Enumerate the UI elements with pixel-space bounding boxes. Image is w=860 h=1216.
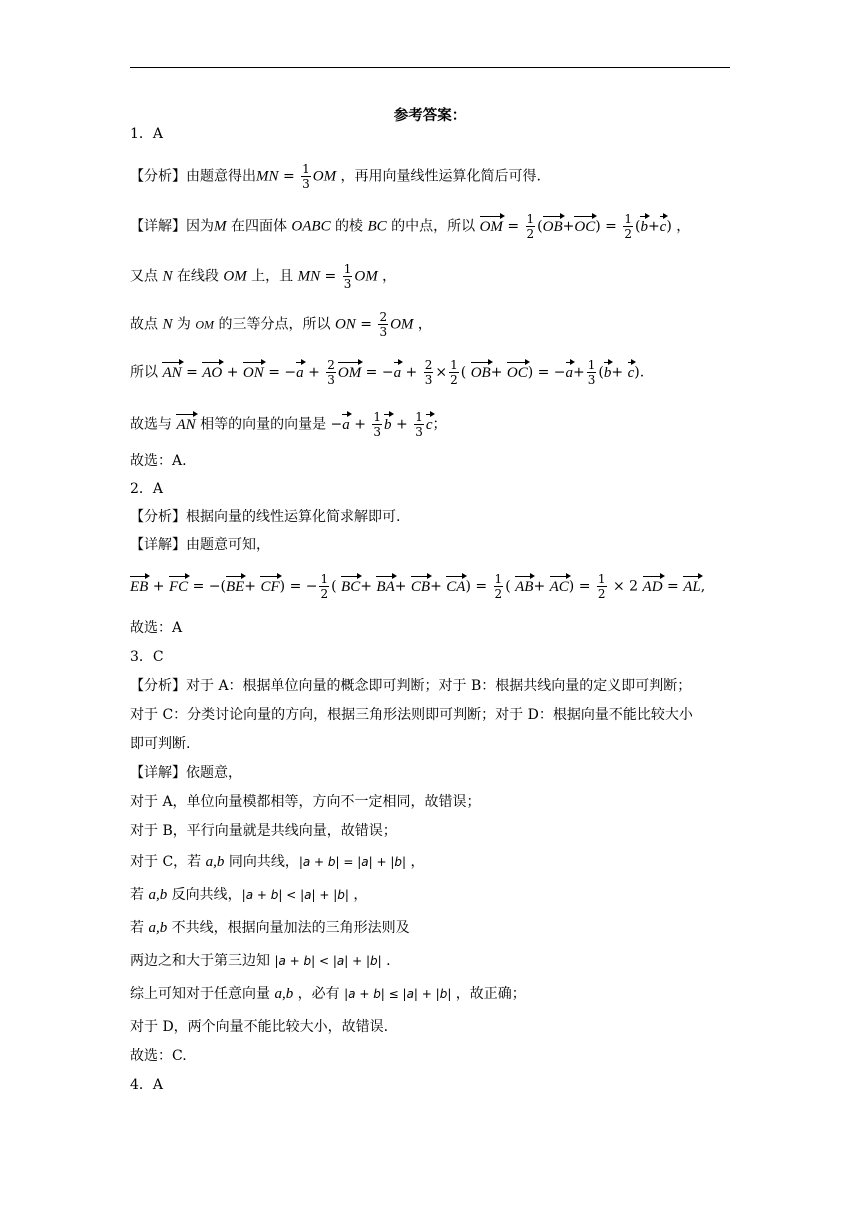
q3-detail-c5: 综上可知对于任意向量 a,b ，必有 |a + b| ≤ |a| + |b| ，故正确； bbox=[130, 986, 526, 1002]
q3-analysis-line-3: 即可判断. bbox=[130, 736, 191, 752]
q1-detail-line-4: 所以 AN = AO + ON = −a + $\frac{2}{3}$ OM = −a + $\frac{2}{3}$ × $\frac{1}{2}$ ( OB+ OC) = −a+ $\frac{1}{3}$ (b+ c). bbox=[130, 358, 645, 387]
q1-number: 1．A bbox=[130, 126, 164, 142]
q3-analysis-line-1: 【分析】对于 A：根据单位向量的概念即可判断；对于 B：根据共线向量的定义即可判断； bbox=[130, 678, 692, 694]
page-title: 参考答案： bbox=[393, 107, 467, 124]
q2-number: 2．A bbox=[130, 481, 164, 497]
q3-number: 3．C bbox=[130, 649, 164, 665]
q3-detail-b: 对于 B，平行向量就是共线向量，故错误； bbox=[130, 823, 397, 839]
q1-detail-line-5: 故选与 AN 相等的向量的向量是 −a + $\frac{1}{3}$ b + $\frac{1}{3}$ c； bbox=[130, 410, 447, 439]
q2-equation: EB + FC = −(BE+ CF) = − $\frac{1}{2}$ ( BC+ BA+ CB+ CA) = $\frac{1}{2}$ ( AB+ AC) = $\frac{1}{2}$ × 2 AD = AL, bbox=[130, 572, 706, 601]
q3-answer: 故选：C. bbox=[130, 1048, 187, 1064]
q2-analysis: 【分析】根据向量的线性运算化简求解即可. bbox=[130, 509, 401, 525]
q3-detail-intro: 【详解】依题意， bbox=[130, 765, 242, 781]
q3-detail-a: 对于 A，单位向量模都相等，方向不一定相同，故错误； bbox=[130, 794, 481, 810]
q1-detail-line-3: 故点 N 为 OM 的三等分点，所以 ON = $\frac{2}{3}$ OM ， bbox=[130, 310, 432, 339]
q1-analysis: 【分析】由题意得出MN = $\frac{1}{3}$ OM ，再用向量线性运算化简后可得. bbox=[130, 162, 542, 191]
q3-detail-c1: 对于 C，若 a,b 同向共线，|a + b| = |a| + |b| ， bbox=[130, 854, 425, 870]
q3-detail-c4: 两边之和大于第三边知 |a + b| < |a| + |b| . bbox=[130, 953, 391, 969]
q3-analysis-line-2: 对于 C：分类讨论向量的方向，根据三角形法则即可判断；对于 D：根据向量不能比较大小 bbox=[130, 707, 693, 723]
header-rule bbox=[130, 67, 730, 68]
q4-number: 4．A bbox=[130, 1077, 164, 1093]
q3-detail-c3: 若 a,b 不共线，根据向量加法的三角形法则及 bbox=[130, 920, 410, 936]
q1-detail-line-1: 【详解】因为M 在四面体 OABC 的棱 BC 的中点，所以 OM = $\frac{1}{2}$ (OB+OC) = $\frac{1}{2}$ (b+c) ， bbox=[130, 212, 691, 241]
q1-detail-line-2: 又点 N 在线段 OM 上，且 MN = $\frac{1}{3}$ OM ， bbox=[130, 262, 397, 291]
q2-detail-intro: 【详解】由题意可知， bbox=[130, 537, 270, 553]
q3-detail-c2: 若 a,b 反向共线，|a + b| < |a| + |b| ， bbox=[130, 887, 368, 903]
q2-answer: 故选：A bbox=[130, 620, 183, 636]
q1-answer: 故选：A. bbox=[130, 453, 187, 469]
q3-detail-d: 对于 D，两个向量不能比较大小，故错误. bbox=[130, 1019, 389, 1035]
